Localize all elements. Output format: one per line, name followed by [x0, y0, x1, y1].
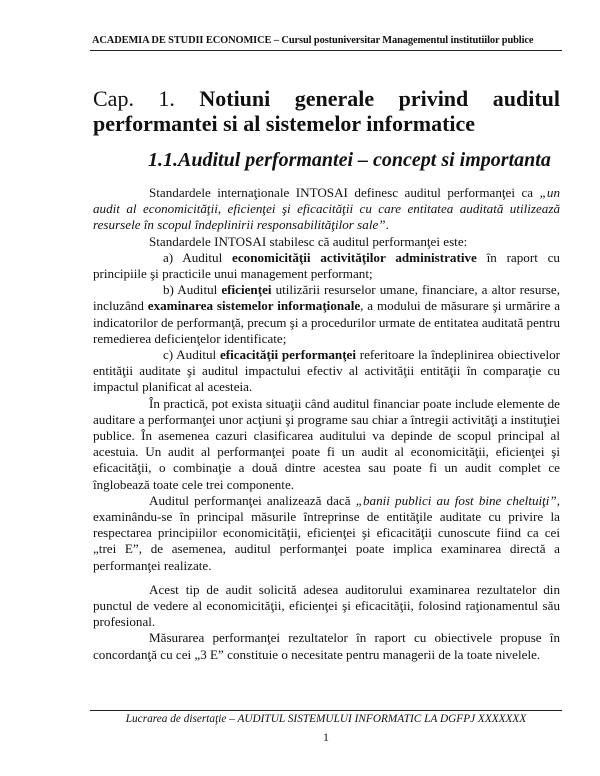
- chapter-title: Notiuni generale privind auditul performantei si al sistemelor informatice: [93, 86, 560, 136]
- running-footer: Lucrarea de disertaţie – AUDITUL SISTEMULUI INFORMATIC LA DGFPJ XXXXXXX: [125, 713, 527, 725]
- public-money-quote: „banii publici au fost bine cheltuiţi”: [355, 492, 557, 508]
- page-number: 1: [323, 730, 329, 744]
- text-run: .: [385, 217, 389, 233]
- text-run: Standardele internaţionale INTOSAI definesc auditul performanţei ca: [149, 185, 540, 200]
- paragraph-intosai-definition: [93, 185, 560, 234]
- chapter-number: Cap. 1.: [93, 86, 200, 111]
- text-run: a) Auditul: [163, 249, 233, 265]
- text-run: Auditul performanţei analizează dacă: [149, 492, 356, 508]
- paragraph-public-money: [93, 493, 560, 574]
- bold-term: eficienţei: [221, 282, 272, 298]
- running-header: ACADEMIA DE STUDII ECONOMICE – Cursul postuniversitar Managementul institutiilor publice: [92, 35, 534, 46]
- body-text: [93, 185, 560, 663]
- section-heading: 1.1.Auditul performantei – concept si importanta: [148, 149, 551, 171]
- list-item-c: [93, 347, 560, 396]
- paragraph-intosai-standards: Standardele INTOSAI stabilesc că auditul performanţei este:: [149, 233, 468, 249]
- header-divider: [90, 50, 562, 51]
- chapter-heading: [93, 86, 560, 136]
- definition-quote: „un audit al economicităţii, eficienţei şi eficacităţii cu care entitatea auditată utilizează resursele în scopul îndeplinirii responsabilităţilor sale”: [93, 185, 560, 233]
- footer-divider: [90, 710, 562, 711]
- paragraph-measurement: Măsurarea performanţei rezultatelor în raport cu obiectivele propuse în concordanţă cu cei „3 E” constituie o necesitate pentru managerii de la toate nivelele.: [93, 630, 560, 662]
- text-run: , examinându-se în principal măsurile întreprinse de entităţile auditate cu privire la respectarea principiilor economicităţii, eficienţei şi eficacităţii cunoscute fiind ca cei „trei E”, de asemenea, auditul performanţei poate implica examinarea directă a performanţei realizate.: [93, 492, 560, 573]
- text-run: în raport cu principiile şi practicile unui management performant;: [93, 249, 560, 282]
- list-item-a: [93, 250, 560, 282]
- bold-term: examinarea sistemelor informaţionale: [147, 298, 361, 314]
- text-run: utilizării resurselor umane, financiare, a altor resurse, incluzând: [93, 282, 560, 314]
- bold-term: economicităţii activităţilor administrative: [232, 249, 477, 265]
- list-item-b: [93, 282, 560, 347]
- text-run: referitoare la îndeplinirea obiectivelor entităţii auditate şi auditul impactului efectiv al activităţii entităţii în comparaţie cu impactul planificat al acesteia.: [93, 347, 560, 395]
- paragraph-audit-type: Acest tip de audit solicită adesea auditorului examinarea rezultatelor din punctul de vedere al economicităţii, eficienţei şi eficacităţii, folosind raţionamentul său profesional.: [93, 581, 560, 630]
- paragraph-practice: În practică, pot exista situaţii când auditul financiar poate include elemente de auditare a performanţei unor acţiuni şi programe sau chiar a întregii activităţi a instituţiei publice. În asemenea cazuri clasificarea auditului va depinde de scopul principal al acestuia. Un audit al performanţei poate fi un audit al economicităţii, eficienţei şi eficacităţii, o combinaţie a două dintre acestea sau poate fi un audit complet ce înglobează toate cele trei componente.: [93, 395, 560, 492]
- text-run: b) Auditul: [163, 282, 222, 298]
- text-run: c) Auditul: [163, 347, 220, 363]
- bold-term: eficacităţii performanţei: [219, 347, 357, 363]
- text-run: , a modului de măsurare şi urmărire a indicatorilor de performanţă, precum şi a procedurilor urmate de entitatea auditată pentru remedierea deficienţelor identificate;: [93, 298, 561, 346]
